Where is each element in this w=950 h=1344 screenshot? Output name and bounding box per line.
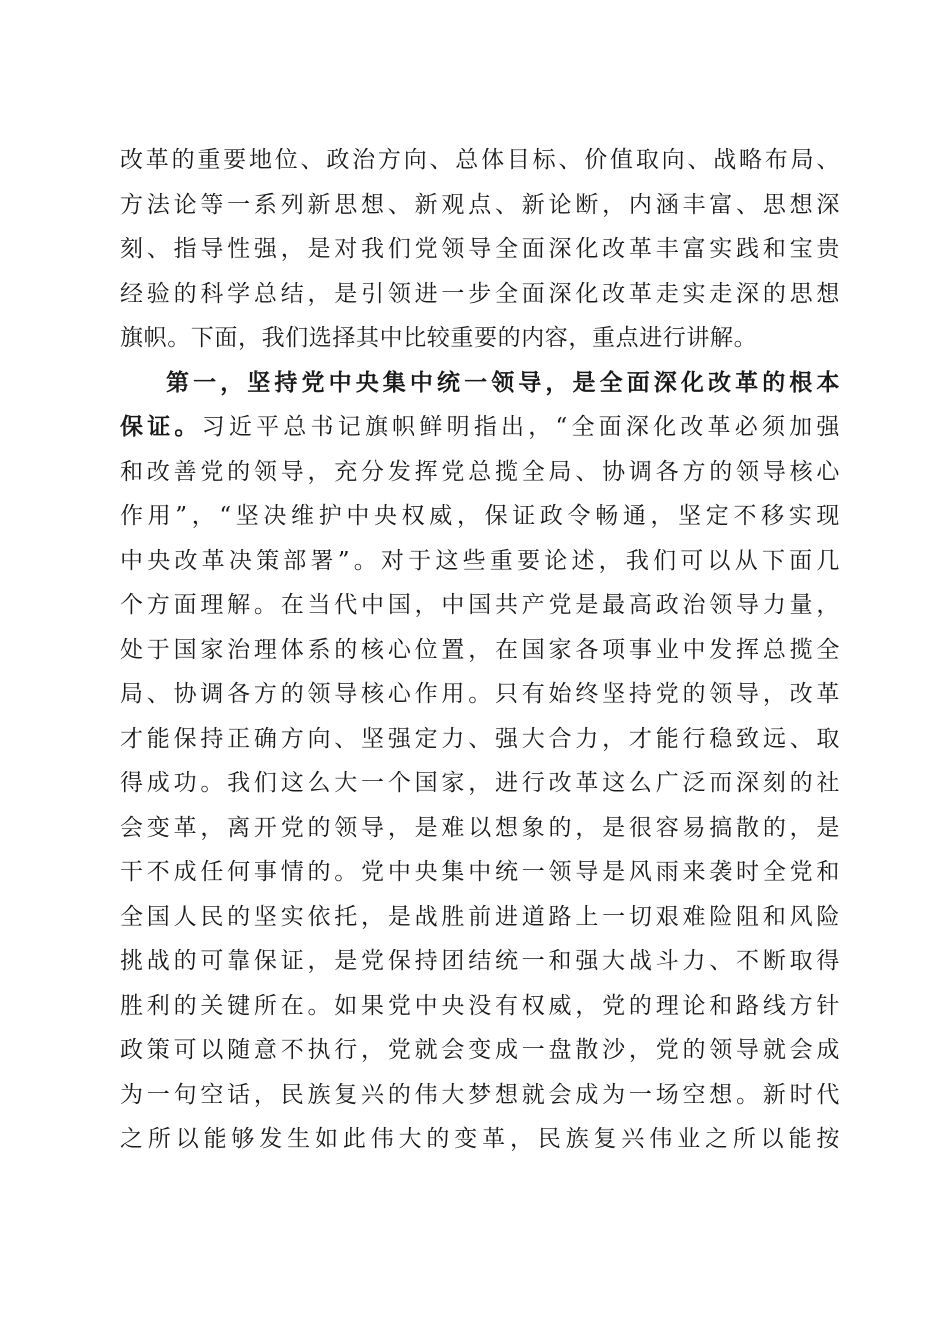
- text-line: 胜利的关键所在。如果党中央没有权威，党的理论和路线方针: [120, 992, 840, 1019]
- text-line: 会变革，离开党的领导，是难以想象的，是很容易搞散的，是: [120, 814, 840, 841]
- section-heading: 第一，坚持党中央集中统一领导，是全面深化改革的根本: [166, 368, 840, 396]
- text-line: 作用”，“坚决维护中央权威，保证政令畅通，坚定不移实现: [120, 503, 840, 529]
- section-heading-end: 保证。: [120, 413, 202, 440]
- text-line: [120, 405, 840, 450]
- text-line: 经验的科学总结，是引领进一步全面深化改革走实走深的思想: [120, 280, 840, 307]
- text-line: 之所以能够发生如此伟大的变革，民族复兴伟业之所以能按: [120, 1126, 840, 1152]
- text-line: 挑战的可靠保证，是党保持团结统一和强大战斗力、不断取得: [120, 948, 840, 974]
- document-body: [120, 138, 840, 1162]
- text-line: 个方面理解。在当代中国，中国共产党是最高政治领导力量，: [120, 592, 840, 618]
- text-line: 才能保持正确方向、坚强定力、强大合力，才能行稳致远、取: [120, 725, 840, 752]
- text-run: 习近平总书记旗帜鲜明指出，“全面深化改革必须加强: [201, 414, 840, 440]
- text-line: 方法论等一系列新思想、新观点、新论断，内涵丰富、思想深: [120, 191, 840, 218]
- text-line: 为一句空话，民族复兴的伟大梦想就会成为一场空想。新时代: [120, 1081, 840, 1108]
- text-line: 得成功。我们这么大一个国家，进行改革这么广泛而深刻的社: [120, 770, 840, 796]
- text-line: 刻、指导性强，是对我们党领导全面深化改革丰富实践和宝贵: [120, 236, 840, 262]
- text-line: 局、协调各方的领导核心作用。只有始终坚持党的领导，改革: [120, 681, 840, 707]
- text-line: 旗帜。下面，我们选择其中比较重要的内容，重点进行讲解。: [120, 325, 758, 351]
- text-line: 和改善党的领导，充分发挥党总揽全局、协调各方的领导核心: [120, 458, 840, 485]
- text-line: 政策可以随意不执行，党就会变成一盘散沙，党的领导就会成: [120, 1037, 840, 1063]
- text-line: 处于国家治理体系的核心位置，在国家各项事业中发挥总揽全: [120, 636, 840, 663]
- text-line: 全国人民的坚实依托，是战胜前进道路上一切艰难险阻和风险: [120, 903, 840, 930]
- text-line: 中央改革决策部署”。对于这些重要论述，我们可以从下面几: [120, 547, 840, 574]
- text-line: 改革的重要地位、政治方向、总体目标、价值取向、战略布局、: [120, 147, 840, 173]
- text-line: 干不成任何事情的。党中央集中统一领导是风雨来袭时全党和: [120, 859, 840, 885]
